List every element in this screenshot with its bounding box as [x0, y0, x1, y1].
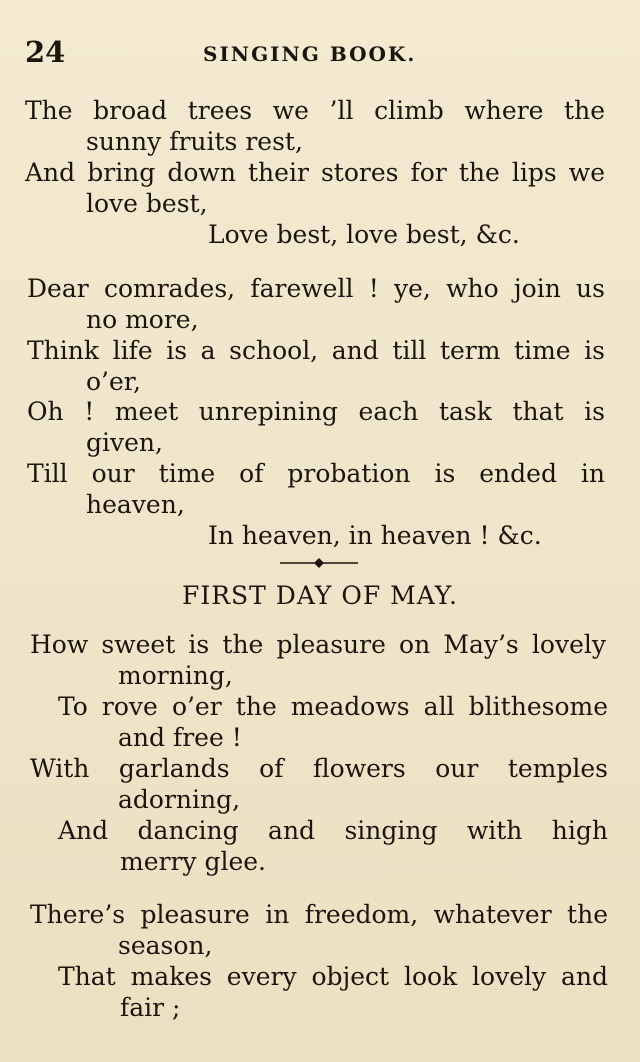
verse-line: and free !	[118, 723, 242, 752]
refrain-line: In heaven, in heaven ! &c.	[208, 521, 542, 550]
verse-line: And dancing and singing with high	[58, 816, 608, 845]
verse-line: Oh ! meet unrepining each task that is	[27, 397, 605, 426]
verse-line: Dear comrades, farewell ! ye, who join us	[27, 274, 605, 303]
verse-line: given,	[86, 428, 163, 457]
verse-line: no more,	[86, 305, 199, 334]
verse-line: love best,	[86, 189, 208, 218]
verse-line: fair ;	[120, 993, 181, 1022]
verse-line: With garlands of flowers our temples	[30, 754, 608, 783]
verse-line: season,	[118, 931, 213, 960]
verse-line: The broad trees we ’ll climb where the	[25, 96, 605, 125]
page-header	[25, 36, 610, 72]
refrain-line: Love best, love best, &c.	[208, 220, 520, 249]
verse-line: o’er,	[86, 367, 141, 396]
page-number: 24	[25, 35, 66, 69]
verse-line: morning,	[118, 661, 233, 690]
verse-line: Till our time of probation is ended in	[27, 459, 605, 488]
verse-line: Think life is a school, and till term time is	[27, 336, 605, 365]
ornament-divider	[278, 556, 360, 570]
verse-line: And bring down their stores for the lips we	[25, 158, 605, 187]
verse-line: That makes every object look lovely and	[58, 962, 608, 991]
verse-line: heaven,	[86, 490, 185, 519]
running-title: SINGING BOOK.	[203, 42, 417, 66]
poem-title: FIRST DAY OF MAY.	[182, 581, 458, 610]
verse-line: adorning,	[118, 785, 241, 814]
verse-line: How sweet is the pleasure on May’s lovely	[30, 630, 606, 659]
verse-line: To rove o’er the meadows all blithesome	[58, 692, 608, 721]
verse-line: There’s pleasure in freedom, whatever the	[30, 900, 608, 929]
verse-line: sunny fruits rest,	[86, 127, 303, 156]
verse-line: merry glee.	[120, 847, 267, 876]
